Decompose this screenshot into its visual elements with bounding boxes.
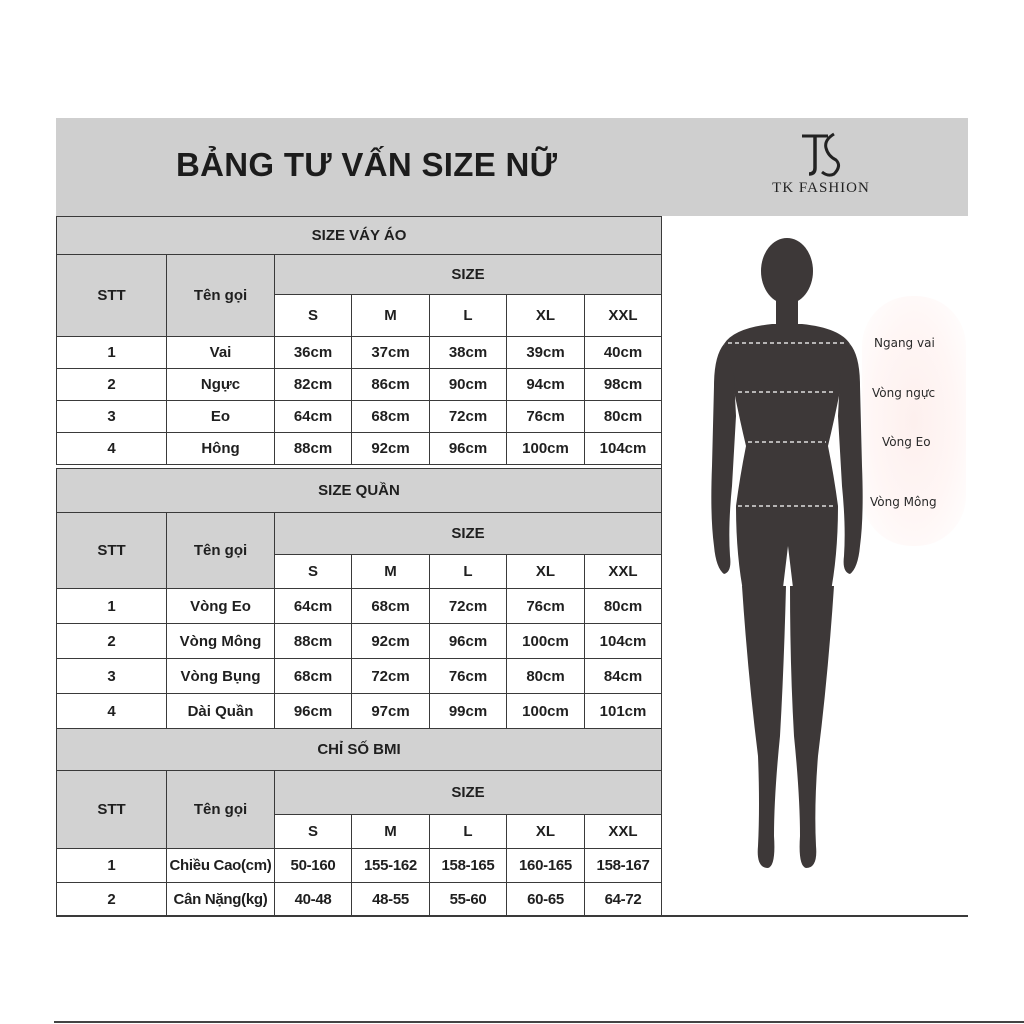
value-cell: 40-48: [275, 883, 352, 916]
value-cell: 99cm: [430, 694, 507, 729]
section-title-dress: SIZE VÁY ÁO: [57, 217, 662, 255]
table-row: [57, 659, 662, 694]
value-cell: 104cm: [585, 433, 662, 465]
label-waist: Vòng Eo: [882, 435, 931, 449]
label-chest: Vòng ngực: [872, 386, 936, 400]
measure-name: Vai: [167, 337, 275, 369]
stt-header: STT: [57, 255, 167, 337]
table-row: [57, 883, 662, 916]
size-label: XXL: [585, 295, 662, 337]
value-cell: 39cm: [507, 337, 585, 369]
value-cell: 68cm: [352, 589, 430, 624]
value-cell: 84cm: [585, 659, 662, 694]
value-cell: 40cm: [585, 337, 662, 369]
table-row: [57, 337, 662, 369]
value-cell: 101cm: [585, 694, 662, 729]
value-cell: 92cm: [352, 433, 430, 465]
value-cell: 100cm: [507, 694, 585, 729]
body-silhouette-icon: [662, 216, 969, 916]
brand-logo: [756, 128, 886, 208]
size-label: M: [352, 815, 430, 849]
measure-name: Vòng Eo: [167, 589, 275, 624]
bottom-rule: [56, 915, 968, 917]
value-cell: 76cm: [507, 401, 585, 433]
value-cell: 155-162: [352, 849, 430, 883]
value-cell: 88cm: [275, 433, 352, 465]
value-cell: 76cm: [507, 589, 585, 624]
stt-header: STT: [57, 513, 167, 589]
size-label: XL: [507, 555, 585, 589]
value-cell: 37cm: [352, 337, 430, 369]
value-cell: 38cm: [430, 337, 507, 369]
table-row: [57, 624, 662, 659]
value-cell: 96cm: [430, 624, 507, 659]
value-cell: 86cm: [352, 369, 430, 401]
size-header: SIZE: [275, 771, 662, 815]
value-cell: 158-167: [585, 849, 662, 883]
measure-name: Eo: [167, 401, 275, 433]
dress-size-table: [56, 216, 662, 465]
size-label: XXL: [585, 815, 662, 849]
size-label: S: [275, 295, 352, 337]
size-header: SIZE: [275, 255, 662, 295]
table-row: [57, 589, 662, 624]
value-cell: 72cm: [430, 401, 507, 433]
section-title-pants: SIZE QUẦN: [57, 469, 662, 513]
value-cell: 68cm: [352, 401, 430, 433]
body-figure-panel: [661, 216, 969, 916]
table-row: [57, 369, 662, 401]
bmi-table: [56, 728, 662, 916]
value-cell: 98cm: [585, 369, 662, 401]
stt-cell: 1: [57, 337, 167, 369]
value-cell: 82cm: [275, 369, 352, 401]
chart-header: [56, 118, 968, 216]
size-label: XL: [507, 295, 585, 337]
value-cell: 92cm: [352, 624, 430, 659]
value-cell: 158-165: [430, 849, 507, 883]
value-cell: 36cm: [275, 337, 352, 369]
stt-cell: 2: [57, 369, 167, 401]
value-cell: 104cm: [585, 624, 662, 659]
value-cell: 88cm: [275, 624, 352, 659]
measure-name: Hông: [167, 433, 275, 465]
measure-name: Vòng Mông: [167, 624, 275, 659]
measure-name: Vòng Bụng: [167, 659, 275, 694]
value-cell: 80cm: [585, 401, 662, 433]
stt-cell: 2: [57, 624, 167, 659]
name-header: Tên gọi: [167, 771, 275, 849]
value-cell: 60-65: [507, 883, 585, 916]
size-header: SIZE: [275, 513, 662, 555]
stt-cell: 3: [57, 401, 167, 433]
table-row: [57, 849, 662, 883]
name-header: Tên gọi: [167, 513, 275, 589]
value-cell: 68cm: [275, 659, 352, 694]
brand-name: TK FASHION: [772, 180, 870, 196]
label-hip: Vòng Mông: [870, 495, 937, 509]
value-cell: 100cm: [507, 624, 585, 659]
stt-cell: 4: [57, 694, 167, 729]
value-cell: 94cm: [507, 369, 585, 401]
stt-cell: 2: [57, 883, 167, 916]
stt-cell: 3: [57, 659, 167, 694]
table-row: [57, 433, 662, 465]
value-cell: 100cm: [507, 433, 585, 465]
value-cell: 64cm: [275, 401, 352, 433]
value-cell: 80cm: [507, 659, 585, 694]
stt-cell: 4: [57, 433, 167, 465]
stt-header: STT: [57, 771, 167, 849]
stt-cell: 1: [57, 589, 167, 624]
tk-monogram-icon: [798, 130, 844, 178]
size-chart-sheet: [56, 118, 968, 916]
value-cell: 96cm: [275, 694, 352, 729]
value-cell: 64-72: [585, 883, 662, 916]
value-cell: 64cm: [275, 589, 352, 624]
value-cell: 55-60: [430, 883, 507, 916]
pants-size-table: [56, 468, 662, 729]
size-label: M: [352, 295, 430, 337]
size-label: S: [275, 555, 352, 589]
name-header: Tên gọi: [167, 255, 275, 337]
value-cell: 72cm: [352, 659, 430, 694]
page-bottom-rule: [54, 1021, 1024, 1023]
size-label: L: [430, 555, 507, 589]
value-cell: 96cm: [430, 433, 507, 465]
measure-name: Chiều Cao(cm): [167, 849, 275, 883]
value-cell: 90cm: [430, 369, 507, 401]
table-row: [57, 694, 662, 729]
section-title-bmi: CHỈ SỐ BMI: [57, 729, 662, 771]
value-cell: 80cm: [585, 589, 662, 624]
size-label: M: [352, 555, 430, 589]
value-cell: 160-165: [507, 849, 585, 883]
size-label: XL: [507, 815, 585, 849]
value-cell: 50-160: [275, 849, 352, 883]
measure-name: Cân Nặng(kg): [167, 883, 275, 916]
size-label: XXL: [585, 555, 662, 589]
stt-cell: 1: [57, 849, 167, 883]
page-title: BẢNG TƯ VẤN SIZE NỮ: [176, 146, 558, 183]
value-cell: 72cm: [430, 589, 507, 624]
size-label: S: [275, 815, 352, 849]
label-shoulder: Ngang vai: [874, 336, 935, 350]
value-cell: 76cm: [430, 659, 507, 694]
table-row: [57, 401, 662, 433]
size-label: L: [430, 295, 507, 337]
value-cell: 97cm: [352, 694, 430, 729]
value-cell: 48-55: [352, 883, 430, 916]
size-label: L: [430, 815, 507, 849]
measure-name: Ngực: [167, 369, 275, 401]
measure-name: Dài Quần: [167, 694, 275, 729]
